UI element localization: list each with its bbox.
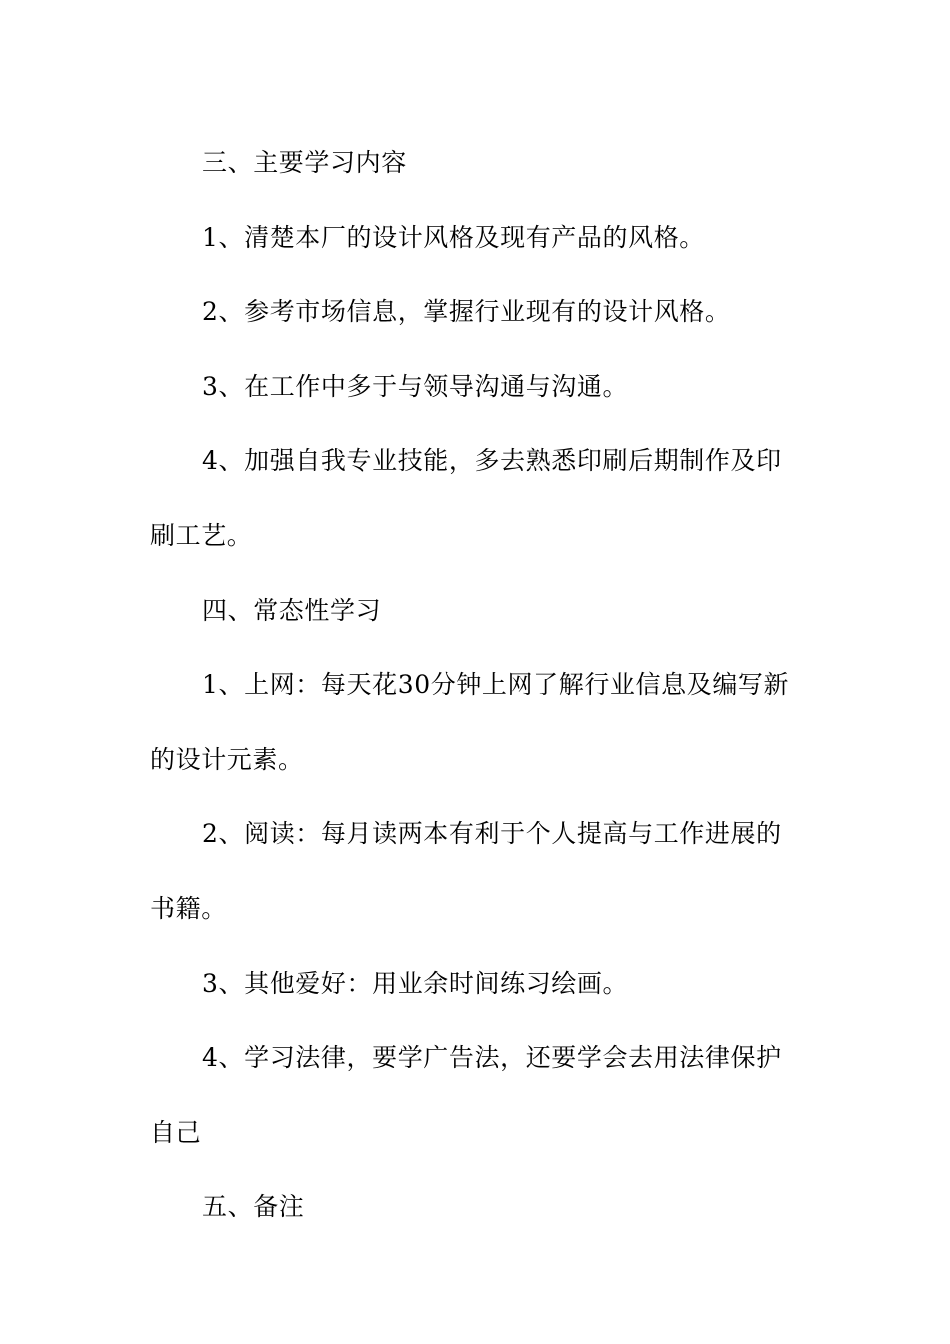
list-item: 4、学习法律，要学广告法，还要学会去用法律保护自己 — [150, 1043, 782, 1147]
section-heading: 四、常态性学习 — [202, 595, 382, 625]
list-item: 2、参考市场信息，掌握行业现有的设计风格。 — [202, 297, 731, 327]
list-item: 4、加强自我专业技能，多去熟悉印刷后期制作及印刷工艺。 — [150, 446, 782, 550]
section-heading: 三、主要学习内容 — [202, 148, 407, 177]
list-item: 2、阅读：每月读两本有利于个人提高与工作进展的书籍。 — [150, 819, 782, 923]
list-item: 3、其他爱好：用业余时间练习绘画。 — [202, 968, 629, 998]
document-body — [150, 126, 802, 1245]
section-heading: 五、备注 — [202, 1192, 305, 1222]
list-item: 1、上网：每天花30分钟上网了解行业信息及编写新的设计元素。 — [150, 670, 790, 774]
list-item: 3、在工作中多于与领导沟通与沟通。 — [202, 371, 629, 401]
list-item: 1、清楚本厂的设计风格及现有产品的风格。 — [202, 222, 705, 252]
